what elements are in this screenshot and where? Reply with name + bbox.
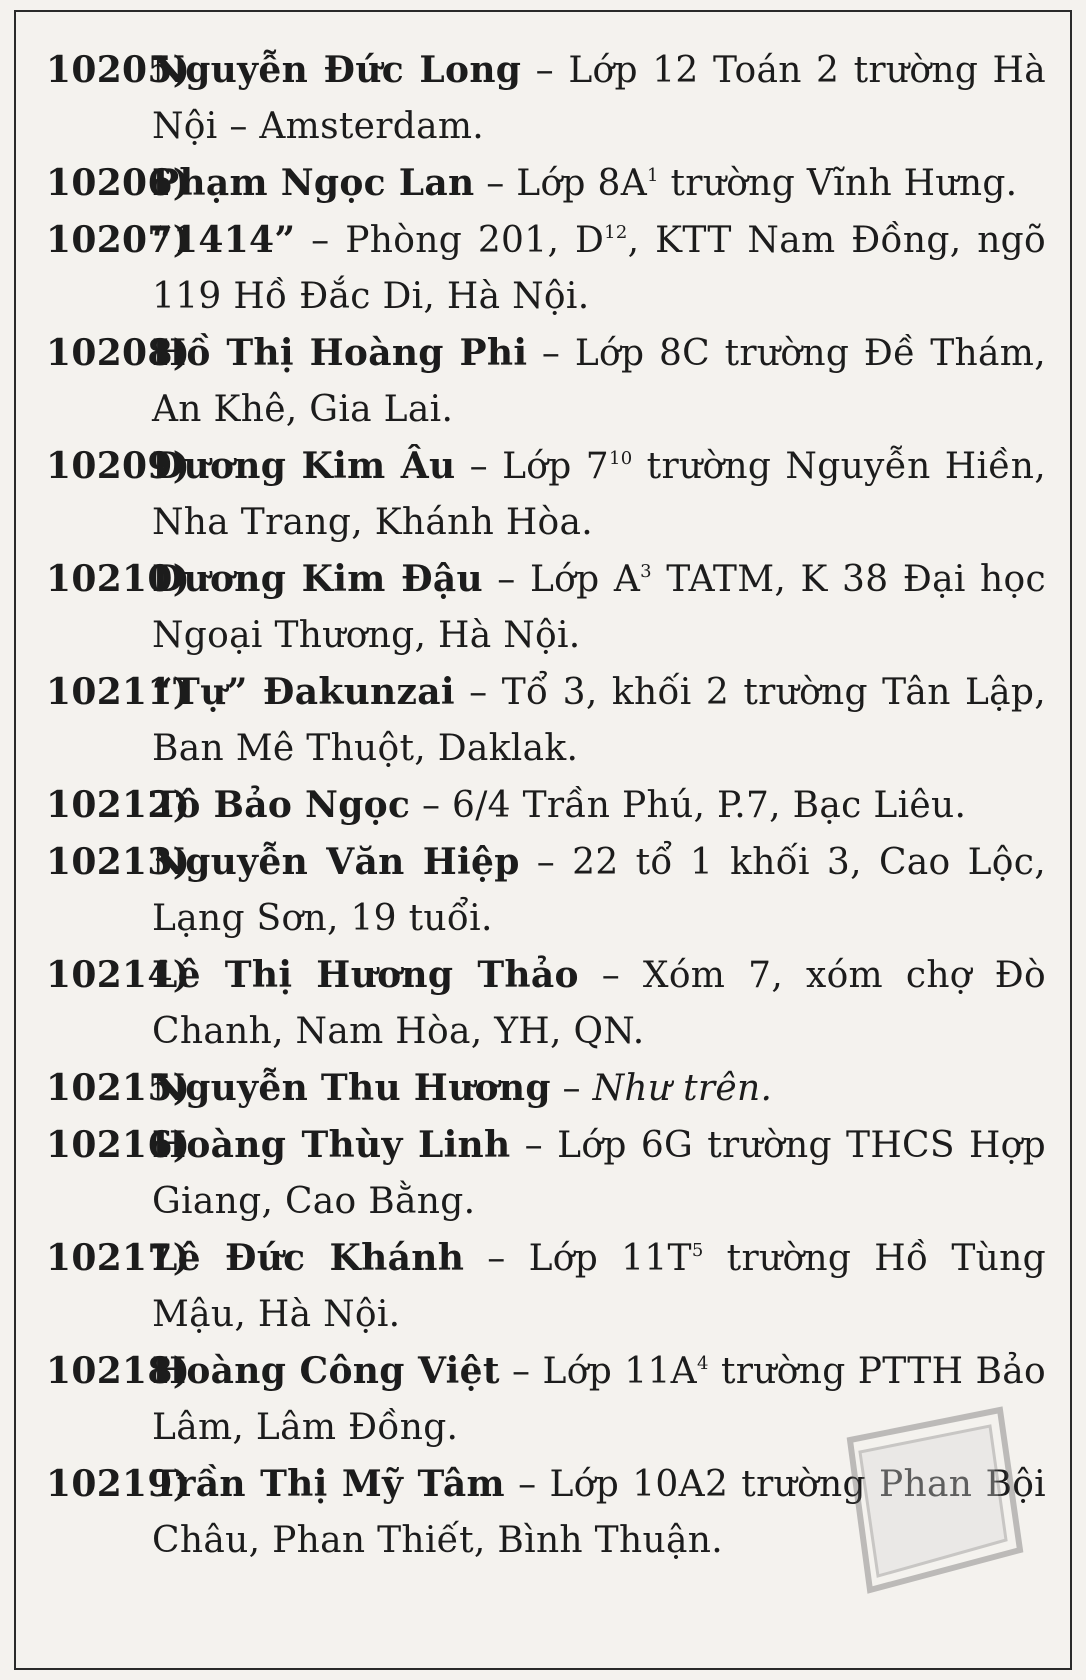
entry-number: 10211 ): [46, 664, 190, 720]
entry-address: Lớp A: [529, 559, 641, 600]
entry-number: 10217 ): [46, 1230, 190, 1286]
entry-address: 6/4 Trần Phú, P.7, Bạc Liêu.: [452, 785, 967, 826]
entry-address-cont: trường PTTH Bảo Lâm, Lâm Đồng.: [152, 1351, 1046, 1448]
entry-name: Nguyễn Thu Hương: [152, 1067, 551, 1109]
entry-address: 22 tổ 1 khối 3, Cao Lộc, Lạng Sơn, 19 tuổi.: [152, 842, 1046, 939]
entry-address: Phòng 201, D: [345, 220, 605, 261]
entry-address: Lớp 8A: [516, 163, 648, 204]
entry-address: Lớp 11A: [542, 1351, 697, 1392]
separator: –: [510, 1125, 558, 1166]
superscript: 5: [691, 1240, 704, 1261]
entry-address: Lớp 11T: [528, 1238, 692, 1279]
separator: –: [521, 50, 569, 91]
list-item: [46, 438, 1046, 551]
separator: –: [519, 842, 573, 883]
entry-number: 10219 ): [46, 1456, 190, 1512]
entry-address: Tổ 3, khối 2 trường Tân Lập, Ban Mê Thuột, Daklak.: [152, 672, 1046, 769]
entry-number: 10207 ): [46, 212, 190, 268]
entry-name: Phạm Ngọc Lan: [152, 162, 475, 204]
separator: –: [454, 672, 502, 713]
entry-number: 10206 ): [46, 155, 190, 211]
list-item: [46, 834, 1046, 947]
entry-name: Trần Thị Mỹ Tâm: [152, 1463, 505, 1505]
separator: –: [527, 333, 575, 374]
entry-address-cont: , KTT Nam Đồng, ngõ 119 Hồ Đắc Di, Hà Nội.: [152, 220, 1047, 317]
address-list: [46, 42, 1046, 1569]
watermark-logo-icon: [830, 1400, 1030, 1610]
entry-name: Tô Bảo Ngọc: [152, 784, 411, 826]
superscript: 12: [604, 222, 628, 243]
list-item: [46, 1117, 1046, 1230]
list-item: [46, 947, 1046, 1060]
entry-address-cont: trường Hồ Tùng Mậu, Hà Nội.: [152, 1238, 1046, 1335]
entry-name: Hồ Thị Hoàng Phi: [152, 332, 528, 374]
entry-address: Như trên.: [592, 1068, 773, 1109]
list-item: [46, 1230, 1046, 1343]
entry-name: Dương Kim Âu: [152, 445, 456, 487]
list-item: [46, 155, 1046, 212]
list-item: [46, 777, 1046, 834]
entry-name: Dương Kim Đậu: [152, 558, 483, 600]
separator: –: [295, 220, 346, 261]
superscript: 3: [640, 561, 652, 582]
superscript: 4: [696, 1353, 709, 1374]
entry-name: Hoàng Công Việt: [152, 1350, 500, 1392]
entry-address-cont: trường Vĩnh Hưng.: [658, 163, 1018, 204]
entry-name: “Tự” Đakunzai: [152, 671, 455, 713]
separator: –: [504, 1464, 550, 1505]
entry-name: Hoàng Thùy Linh: [152, 1124, 511, 1166]
entry-address-cont: TATM, K 38 Đại học Ngoại Thương, Hà Nội.: [152, 559, 1046, 656]
list-item: [46, 325, 1046, 438]
entry-address: Lớp 10A2 trường Phan Bội Châu, Phan Thiết, Bình Thuận.: [152, 1464, 1046, 1561]
entry-number: 10214 ): [46, 947, 190, 1003]
entry-number: 10218 ): [46, 1343, 190, 1399]
entry-name: Lê Thị Hương Thảo: [152, 954, 579, 996]
entry-number: 10208 ): [46, 325, 190, 381]
entry-address: Xóm 7, xóm chợ Đò Chanh, Nam Hòa, YH, QN.: [152, 955, 1046, 1052]
entry-number: 10210 ): [46, 551, 190, 607]
entry-address: Lớp 12 Toán 2 trường Hà Nội – Amsterdam.: [152, 50, 1047, 147]
list-item: [46, 551, 1046, 664]
entry-number: 10213 ): [46, 834, 190, 890]
separator: –: [499, 1351, 543, 1392]
superscript: 1: [647, 165, 659, 186]
entry-name: Nguyễn Đức Long: [152, 49, 522, 91]
separator: –: [455, 446, 503, 487]
separator: –: [474, 163, 517, 204]
entry-address: Lớp 8C trường Đề Thám, An Khê, Gia Lai.: [152, 333, 1046, 430]
entry-name: “1414”: [152, 219, 296, 261]
list-item: [46, 212, 1046, 325]
superscript: 10: [609, 448, 633, 469]
entry-number: 10216 ): [46, 1117, 190, 1173]
entry-name: Lê Đức Khánh: [152, 1237, 465, 1279]
entry-number: 10215 ): [46, 1060, 190, 1116]
entry-number: 10212 ): [46, 777, 190, 833]
separator: –: [550, 1068, 593, 1109]
entry-address: Lớp 6G trường THCS Hợp Giang, Cao Bằng.: [152, 1125, 1047, 1222]
separator: –: [410, 785, 453, 826]
entry-number: 10205 ): [46, 42, 190, 98]
entry-name: Nguyễn Văn Hiệp: [152, 841, 520, 883]
list-item: [46, 42, 1046, 155]
entry-address-cont: trường Nguyễn Hiền, Nha Trang, Khánh Hòa.: [152, 446, 1046, 543]
separator: –: [464, 1238, 529, 1279]
entry-number: 10209 ): [46, 438, 190, 494]
separator: –: [482, 559, 530, 600]
list-item: [46, 1060, 1046, 1117]
list-item: [46, 664, 1046, 777]
entry-address: Lớp 7: [502, 446, 609, 487]
separator: –: [578, 955, 643, 996]
